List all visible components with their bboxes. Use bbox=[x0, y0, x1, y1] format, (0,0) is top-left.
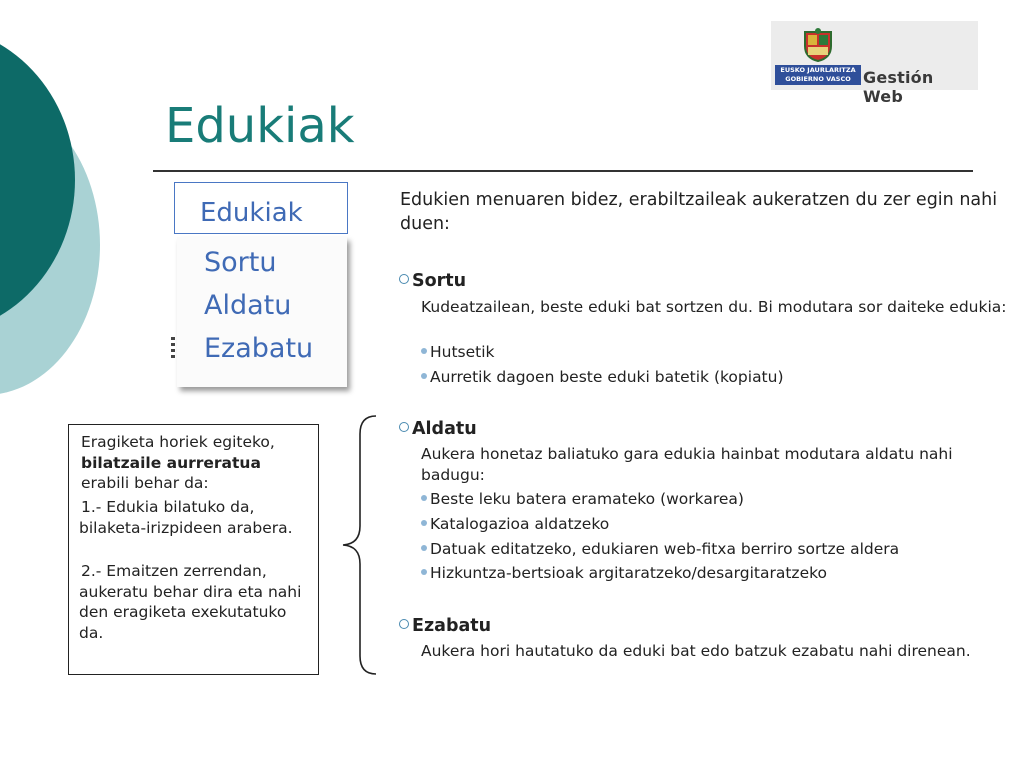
title-divider bbox=[153, 170, 973, 172]
logo-emblem bbox=[775, 27, 859, 85]
dot-bullet-icon bbox=[421, 373, 427, 379]
logo bbox=[771, 21, 978, 106]
menu-header bbox=[174, 182, 348, 234]
bullet-item bbox=[421, 367, 784, 388]
bullet-item bbox=[421, 514, 609, 535]
note-intro-text: Eragiketa horiek egiteko, bbox=[81, 433, 275, 451]
note-intro-bold: bilatzaile aurreratua bbox=[81, 453, 261, 472]
section-heading-label: Sortu bbox=[412, 271, 467, 291]
dot-bullet-icon bbox=[421, 569, 427, 575]
ring-bullet-icon bbox=[399, 619, 409, 629]
section-heading-label: Aldatu bbox=[412, 419, 477, 439]
note-box bbox=[68, 424, 319, 675]
ring-bullet-icon bbox=[399, 274, 409, 284]
section-text-ezabatu: Aukera hori hautatuko da eduki bat edo batzuk ezabatu nahi direnean. bbox=[421, 642, 971, 660]
section-text-aldatu: Aukera honetaz baliatuko gara edukia hainbat modutara aldatu nahi badugu: bbox=[421, 445, 953, 484]
bullet-item bbox=[421, 342, 495, 363]
menu-item-sortu: Sortu bbox=[204, 247, 277, 278]
dot-bullet-icon bbox=[421, 520, 427, 526]
logo-band bbox=[775, 65, 861, 85]
note-step-1: 1.- Edukia bilatuko da, bilaketa-irizpideen arabera. bbox=[79, 498, 293, 537]
menu-item-aldatu: Aldatu bbox=[204, 290, 292, 321]
logo-band-line1: EUSKO JAURLARITZA bbox=[780, 66, 856, 74]
dot-bullet-icon bbox=[421, 495, 427, 501]
dot-bullet-icon bbox=[421, 545, 427, 551]
bullet-label: Datuak editatzeko, edukiaren web-fitxa berriro sortze aldera bbox=[430, 540, 900, 558]
section-text-sortu: Kudeatzailean, beste eduki bat sortzen du. Bi modutara sor daiteke edukia: bbox=[421, 298, 1007, 316]
bullet-item bbox=[421, 563, 827, 584]
bullet-label: Katalogazioa aldatzeko bbox=[430, 515, 610, 533]
bullet-label: Aurretik dagoen beste eduki batetik (kopiatu) bbox=[430, 368, 784, 386]
bullet-item bbox=[421, 539, 899, 560]
section-heading-aldatu bbox=[399, 419, 477, 439]
menu-item-ezabatu: Ezabatu bbox=[204, 333, 314, 364]
coat-of-arms-icon bbox=[801, 28, 835, 62]
page-title: Edukiak bbox=[165, 98, 355, 154]
note-intro bbox=[81, 432, 313, 494]
section-heading-ezabatu bbox=[399, 616, 491, 636]
curly-brace-icon bbox=[340, 414, 380, 676]
menu-dropdown bbox=[177, 237, 347, 387]
bullet-label: Beste leku batera eramateko (workarea) bbox=[430, 490, 744, 508]
dot-bullet-icon bbox=[421, 348, 427, 354]
logo-band-line2: GOBIERNO VASCO bbox=[785, 75, 851, 83]
note-step-2: 2.- Emaitzen zerrendan, aukeratu behar dira eta nahi den eragiketa exekutatuko da. bbox=[79, 562, 302, 642]
section-heading-label: Ezabatu bbox=[412, 616, 492, 636]
intro-text: Edukien menuaren bidez, erabiltzaileak aukeratzen du zer egin nahi duen: bbox=[400, 190, 998, 234]
section-heading-sortu bbox=[399, 271, 466, 291]
bullet-item bbox=[421, 489, 744, 510]
menu-edge-marks bbox=[171, 337, 175, 359]
bullet-label: Hutsetik bbox=[430, 343, 495, 361]
menu-screenshot bbox=[174, 182, 349, 390]
note-intro-end: erabili behar da: bbox=[81, 474, 209, 492]
bullet-label: Hizkuntza-bertsioak argitaratzeko/desargitaratzeko bbox=[430, 564, 828, 582]
ring-bullet-icon bbox=[399, 422, 409, 432]
menu-header-label: Edukiak bbox=[200, 198, 303, 228]
logo-text: Gestión Web bbox=[863, 68, 934, 106]
